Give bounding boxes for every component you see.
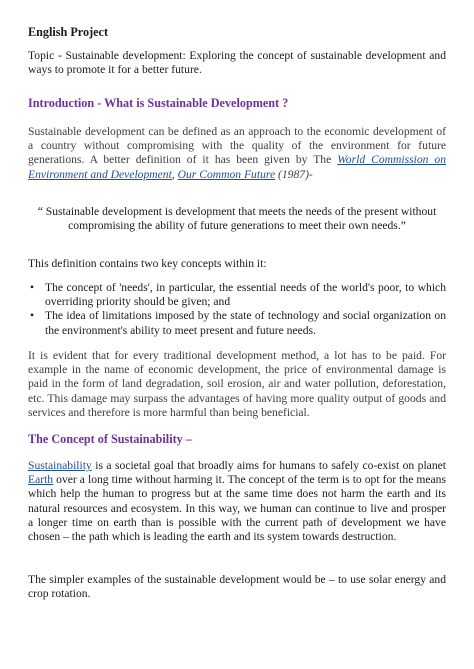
bullet-icon: • xyxy=(30,309,35,323)
evident-paragraph: It is evident that for every traditional development method, a lot has to be paid. For example in the name of economic development, the price of environmental damage is paid in the form of land degradation, soil erosion, air and water pollution, deforestation, etc. This damage may surpass the advantages of having more quality output of goods and services and therefore is more harmful than being beneficial. xyxy=(28,349,446,419)
introduction-text: Sustainable development can be defined as an approach to the economic development of a country without compromising with the quality of the environment for future generations. A better definition of it has been given by The xyxy=(28,125,446,167)
introduction-paragraph xyxy=(28,125,446,182)
key-concepts-list xyxy=(28,281,446,338)
year-text: (1987)- xyxy=(278,167,313,181)
topic-text: Topic - Sustainable development: Exploring the concept of sustainable development and ways to promote it for a better future. xyxy=(28,49,446,77)
project-title: English Project xyxy=(28,25,109,39)
list-item-text: The idea of limitations imposed by the state of technology and social organization on the environment's ability to meet present and future needs. xyxy=(45,309,446,337)
simpler-examples-paragraph: The simpler examples of the sustainable development would be – to use solar energy and crop rotation. xyxy=(28,573,446,601)
concept-heading: The Concept of Sustainability – xyxy=(28,432,192,446)
list-item xyxy=(28,281,446,309)
sustainability-text-2: over a long time without harming it. The concept of the term is to opt for the means which help the human to progress but at the same time does not harm the earth and its natural resources and ecosystem. In this way, we human can continue to live and prosper a longer time on earth than is possible with the current path of development we have chosen – the path which is leading the earth and its system towards destruction. xyxy=(28,473,446,544)
definition-intro: This definition contains two key concepts within it: xyxy=(28,257,267,270)
definition-quote: “ Sustainable development is development that meets the needs of the present without compromising the ability of future generations to meet their own needs.” xyxy=(37,205,437,233)
list-item-text: The concept of 'needs', in particular, the essential needs of the world's poor, to which overriding priority should be given; and xyxy=(45,281,446,309)
earth-link[interactable]: Earth xyxy=(28,473,54,487)
list-item xyxy=(28,309,446,337)
link-separator: , xyxy=(171,167,175,181)
sustainability-link[interactable]: Sustainability xyxy=(28,459,92,472)
bullet-icon: • xyxy=(30,281,35,294)
sustainability-paragraph xyxy=(28,459,446,544)
introduction-heading: Introduction - What is Sustainable Development ? xyxy=(28,96,289,110)
our-common-future-link[interactable]: Our Common Future xyxy=(177,167,276,181)
wced-link[interactable]: World Commission on Environment and Development xyxy=(28,153,446,181)
sustainability-text-1: is a societal goal that broadly aims for humans to safely co-exist on planet xyxy=(91,459,446,472)
